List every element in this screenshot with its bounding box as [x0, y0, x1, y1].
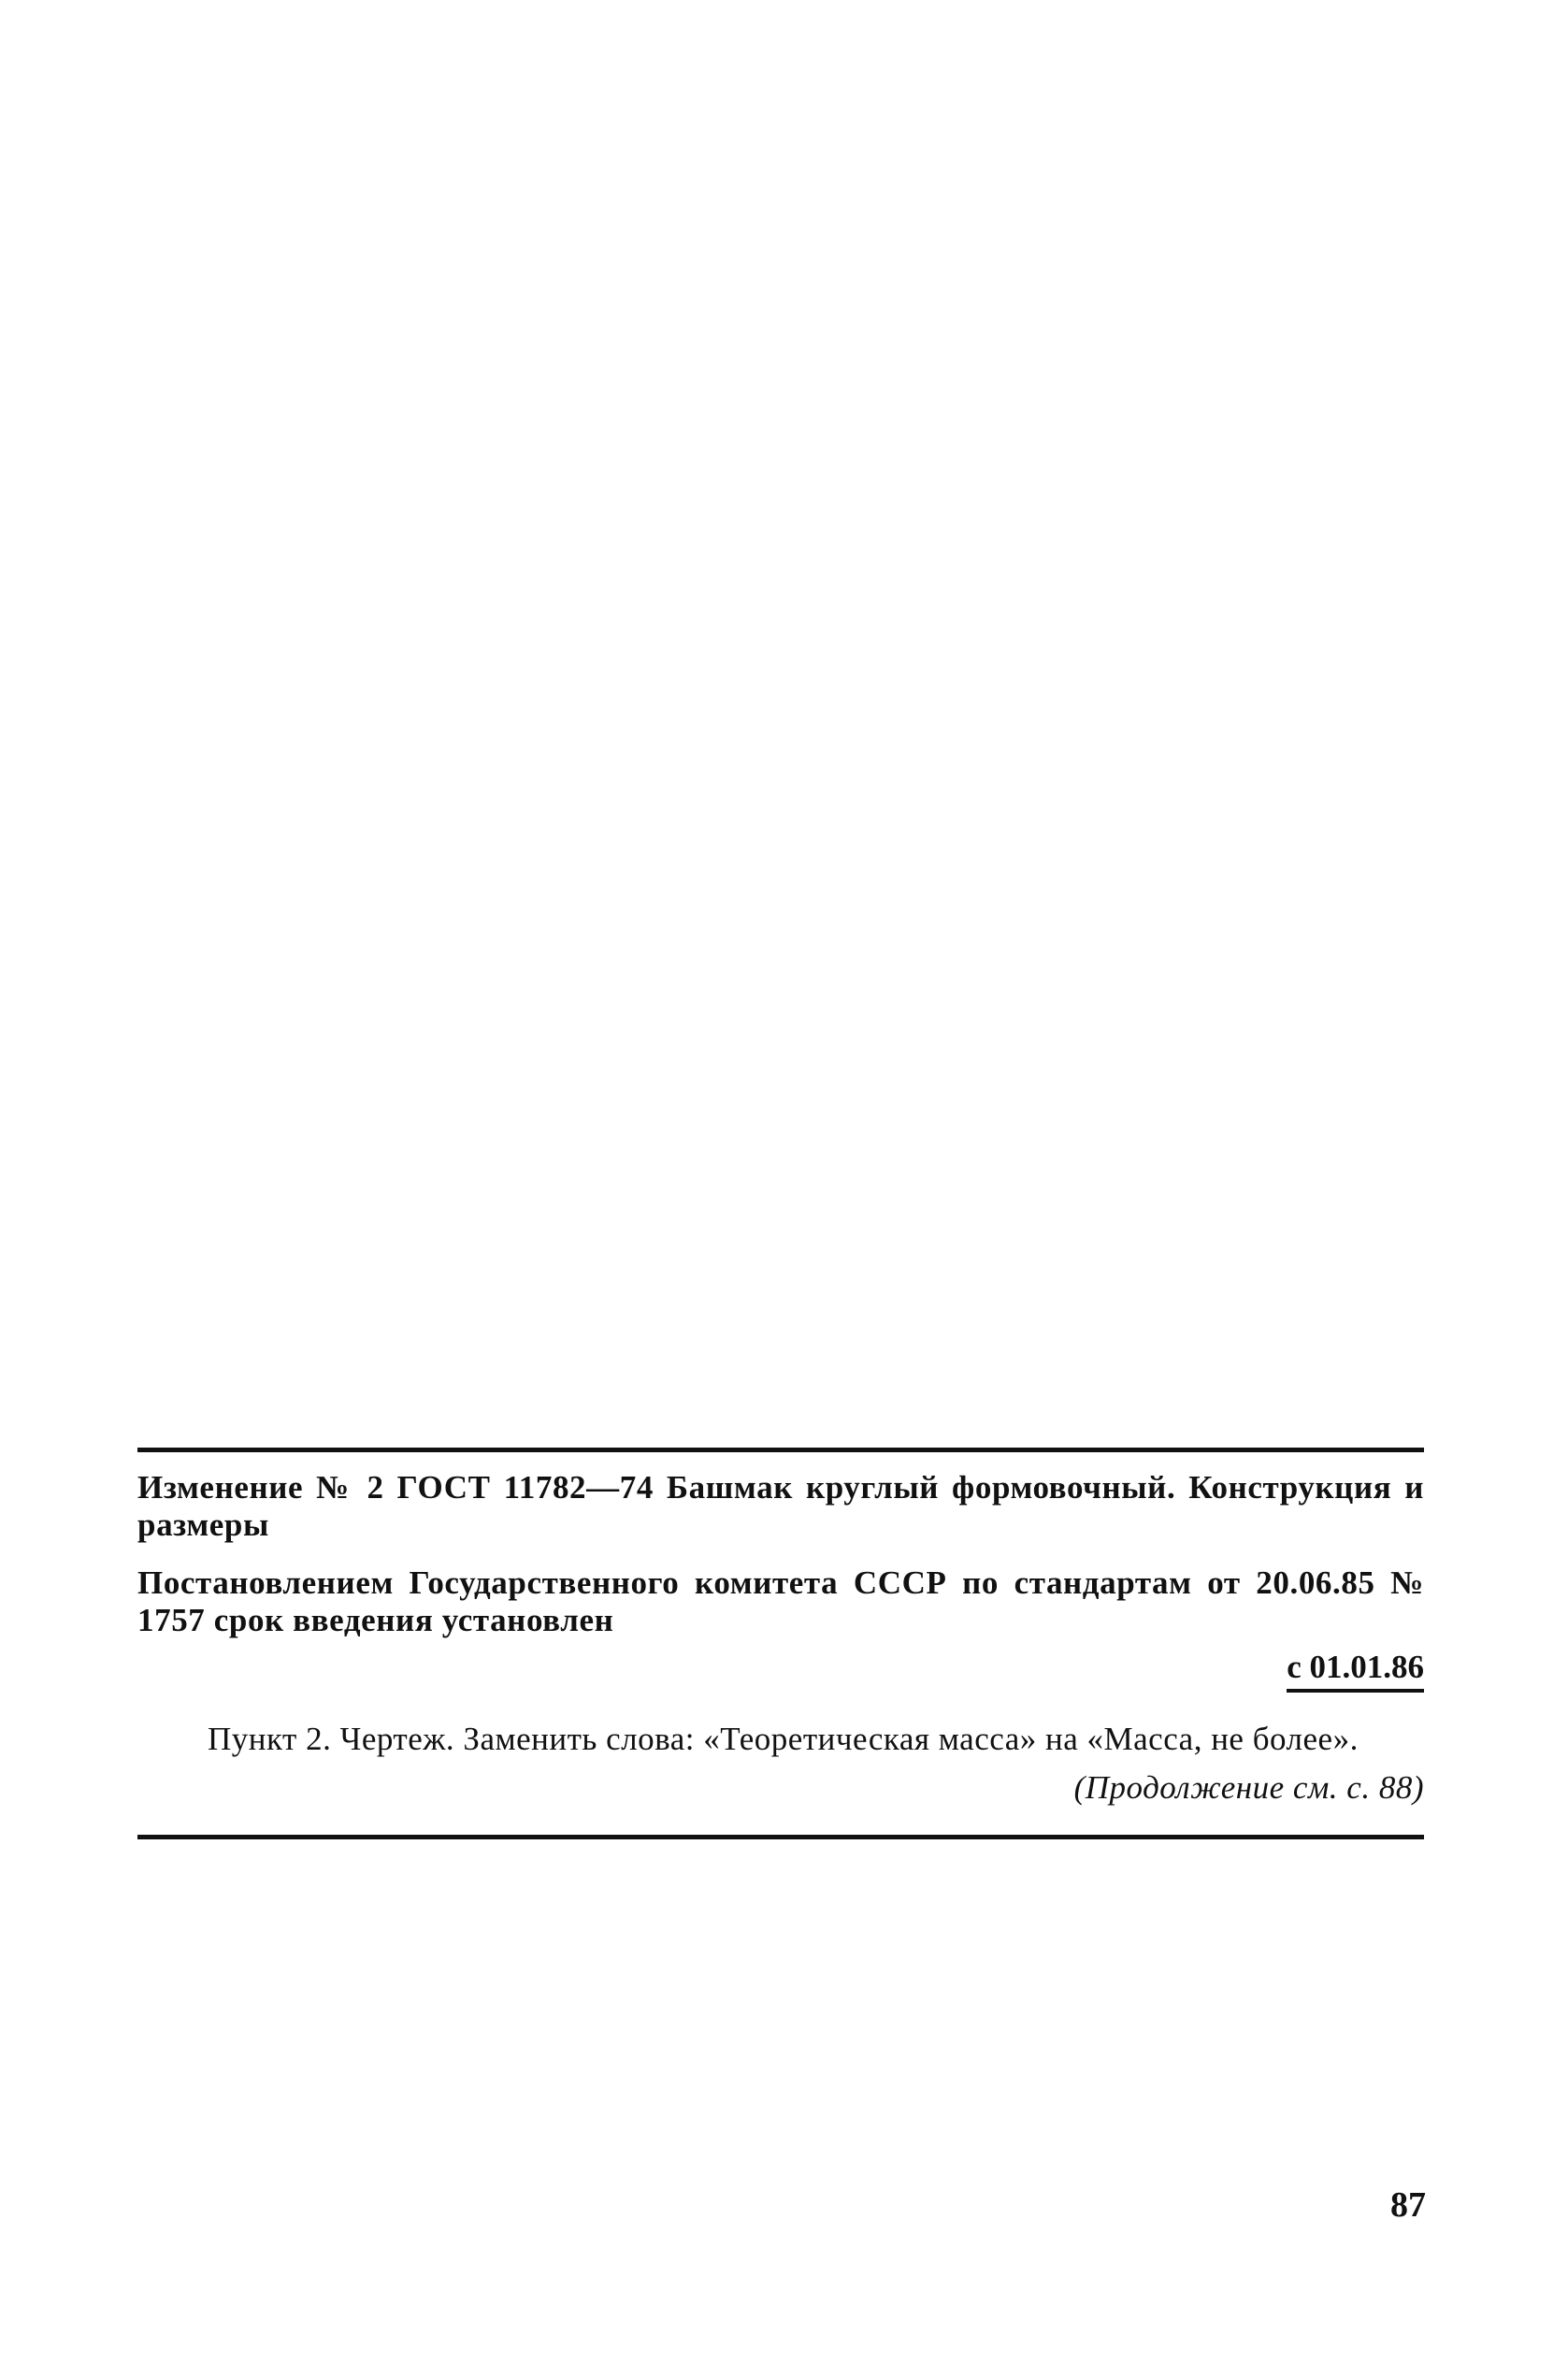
- continuation-note: (Продолжение см. с. 88): [1073, 1769, 1424, 1806]
- top-rule: [137, 1448, 1424, 1452]
- amendment-body: Пункт 2. Чертеж. Заменить слова: «Теоретическая масса» на «Масса, не более».: [208, 1721, 1359, 1757]
- resolution-text: Постановлением Государственного комитета СССР по стандартам от 20.06.85 № 1757 срок введения установлен: [137, 1564, 1424, 1638]
- effective-date: с 01.01.86: [1287, 1649, 1424, 1693]
- page-number: 87: [1390, 2185, 1426, 2225]
- effective-date-line: [137, 1649, 1424, 1693]
- amendment-title: Изменение № 2 ГОСТ 11782—74 Башмак круглый формовочный. Конструкция и размеры: [137, 1469, 1424, 1543]
- amendment-block: [137, 1448, 1424, 1839]
- bottom-rule: [137, 1835, 1424, 1839]
